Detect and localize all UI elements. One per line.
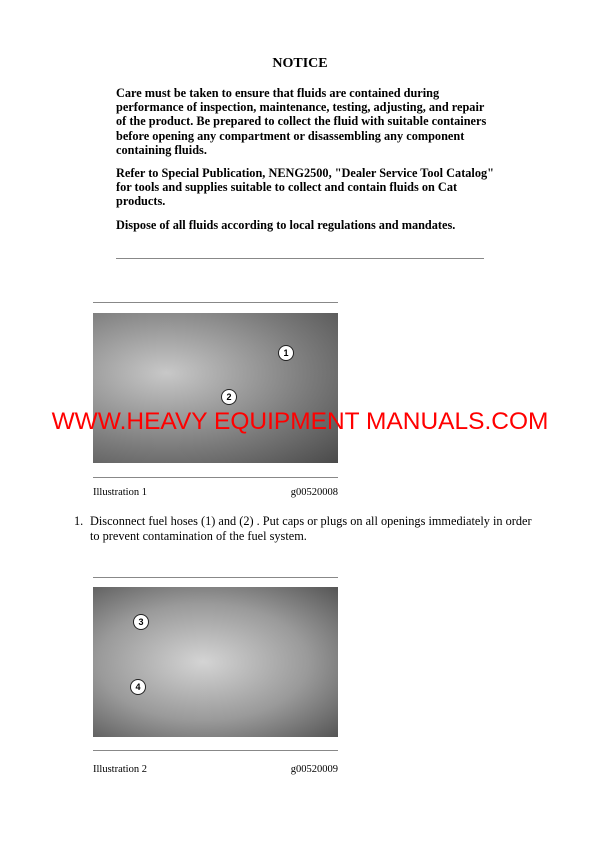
illustration-code: g00520008: [290, 487, 338, 498]
illustration-divider: [93, 750, 338, 751]
callout-1: 1: [278, 345, 294, 361]
callout-2: 2: [221, 389, 237, 405]
step-item: [74, 514, 544, 544]
notice-paragraph: Care must be taken to ensure that fluids are contained during performance of inspection, maintenance, testing, adjusting, and repair of the product. Be prepared to collect the fluid with suitable containers before opening any compartment or disassembling any component containing fluids.: [116, 86, 487, 157]
notice-paragraph: Dispose of all fluids according to local regulations and mandates.: [116, 217, 456, 232]
notice-divider: [116, 258, 484, 259]
step-number: 1.: [74, 514, 84, 528]
callout-4: 4: [130, 679, 146, 695]
notice-title: NOTICE: [272, 56, 328, 71]
notice-body: [116, 86, 496, 241]
illustration-label: Illustration 2: [93, 764, 147, 775]
illustration-code: g00520009: [290, 764, 338, 775]
engine-photo-2: [93, 587, 338, 737]
illustration-label: Illustration 1: [93, 487, 147, 498]
illustration-divider: [93, 302, 338, 303]
engine-photo-1: [93, 313, 338, 463]
step-text: Disconnect fuel hoses (1) and (2) . Put caps or plugs on all openings immediately in order to prevent contamination of the fuel system.: [90, 514, 532, 543]
watermark: WWW.HEAVY EQUIPMENT MANUALS.COM: [51, 408, 549, 435]
notice-paragraph: Refer to Special Publication, NENG2500, "Dealer Service Tool Catalog" for tools and supplies suitable to collect and contain fluids on Cat products.: [116, 166, 494, 209]
illustration-divider: [93, 477, 338, 478]
callout-3: 3: [133, 614, 149, 630]
illustration-divider: [93, 577, 338, 578]
